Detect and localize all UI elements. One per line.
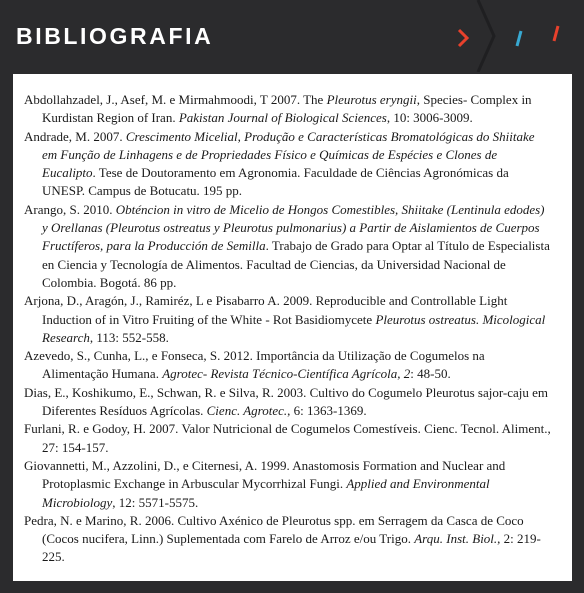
reference-text: Pedra, N. e Marino, R. 2006. Cultivo Axénico de Pleurotus spp. em Serragem da Casca de Coco (Cocos nucifera, Linn.) Suplementada com Farelo de Arroz e/ou Trigo. — [24, 512, 524, 547]
reference-text: Abdollahzadel, J., Asef, M. e Mirmahmoodi, T 2007. The — [24, 92, 327, 107]
reference-italic-text: Obténcion in vitro de Micelio de Hongos Comestibles, Shiitake (Lentinula edodes) y Orellanas (Pleurotus ostreatus y Pleurotus pulmonarius) a Partir de Aislamientos de Cuerpos Fructíferos, para la Producción de Semilla — [42, 201, 545, 254]
reference-entry — [24, 292, 552, 347]
reference-text: , 10: 3006-3009. — [386, 110, 473, 126]
reference-text: . Trabajo de Grado para Optar al Título de Especialista en Ciencia y Tecnología de Alimentos. Facultad de Ciencias, da Universidad Nacional de Colombia. Bogotá. 86 pp. — [42, 238, 550, 290]
reference-text: Dias, E., Koshikumo, E., Schwan, R. e Silva, R. 2003. Cultivo do Cogumelo Pleurotus sajor-caju em Diferentes Resíduos Agrícolas. — [24, 384, 549, 419]
chevron-right-icon — [459, 30, 467, 46]
reference-italic-text: Pakistan Journal of Biological Sciences — [178, 110, 387, 126]
blue-slash-icon — [517, 31, 521, 46]
reference-text: Azevedo, S., Cunha, L., e Fonseca, S. 2012. Importância da Utilização de Cogumelos na Alimentação Humana. — [24, 348, 485, 382]
red-slash-icon — [554, 26, 558, 41]
reference-italic-text: Pleurotus ostreatus. Micological Research — [42, 311, 546, 345]
reference-text: , 113: 552-558. — [89, 329, 169, 345]
reference-entry — [24, 347, 552, 384]
reference-text: Arango, S. 2010. — [24, 201, 116, 217]
page-header — [0, 0, 584, 72]
reference-text: , 6: 1363-1369. — [287, 403, 367, 419]
reference-entry — [24, 384, 552, 421]
bibliography-panel — [13, 74, 572, 581]
reference-text: , 2: 219-225. — [42, 531, 541, 565]
reference-text: Arjona, D., Aragón, J., Ramiréz, L e Pisabarro A. 2009. Reproducible and Controllable Light Induction of in Vitro Fruiting of the White - Rot Basidiomycete — [24, 293, 508, 327]
header-decoration — [0, 0, 584, 72]
reference-italic-text: Crescimento Micelial, Produção e Características Bromatológicas do Shiitake em Função de Linhagens e de Propriedades Físico e Químicas de Espécies e Clones de Eucalipto — [42, 128, 535, 181]
reference-text: , 12: 5571-5575. — [112, 494, 199, 510]
reference-text: , Species- Complex in Kurdistan Region of Iran. — [42, 92, 532, 126]
page-title: BIBLIOGRAFIA — [16, 23, 214, 49]
reference-italic-text: Pleurotus eryngii — [326, 92, 417, 107]
reference-text: . Tese de Doutoramento em Agronomia. Faculdade de Ciências Agronómicas da UNESP. Campus de Botucatu. 195 pp. — [42, 165, 509, 199]
reference-text: Giovannetti, M., Azzolini, D., e Citernesi, A. 1999. Anastomosis Formation and Nuclear and Protoplasmic Exchange in Arbuscular Mycorrhizal Fungi. — [24, 457, 506, 492]
reference-italic-text: Agrotec- Revista Técnico-Científica Agrícola, 2 — [162, 366, 411, 382]
reference-text: : 48-50. — [410, 366, 451, 382]
reference-text: Andrade, M. 2007. — [24, 128, 126, 144]
reference-list — [24, 91, 552, 567]
reference-italic-text: Applied and Environmental Microbiology — [42, 476, 490, 510]
reference-entry — [24, 201, 552, 292]
reference-italic-text: Cienc. Agrotec. — [206, 403, 288, 419]
reference-entry — [24, 91, 552, 128]
reference-italic-text: Arqu. Inst. Biol. — [414, 531, 498, 547]
reference-entry — [24, 420, 552, 457]
reference-entry — [24, 457, 552, 512]
reference-text: Furlani, R. e Godoy, H. 2007. Valor Nutricional de Cogumelos Comestíveis. Cienc. Tecnol. Aliment., 27: 154-157. — [24, 421, 551, 455]
reference-entry — [24, 128, 552, 201]
divider-chevron-shape — [478, 0, 494, 72]
reference-entry — [24, 512, 552, 567]
